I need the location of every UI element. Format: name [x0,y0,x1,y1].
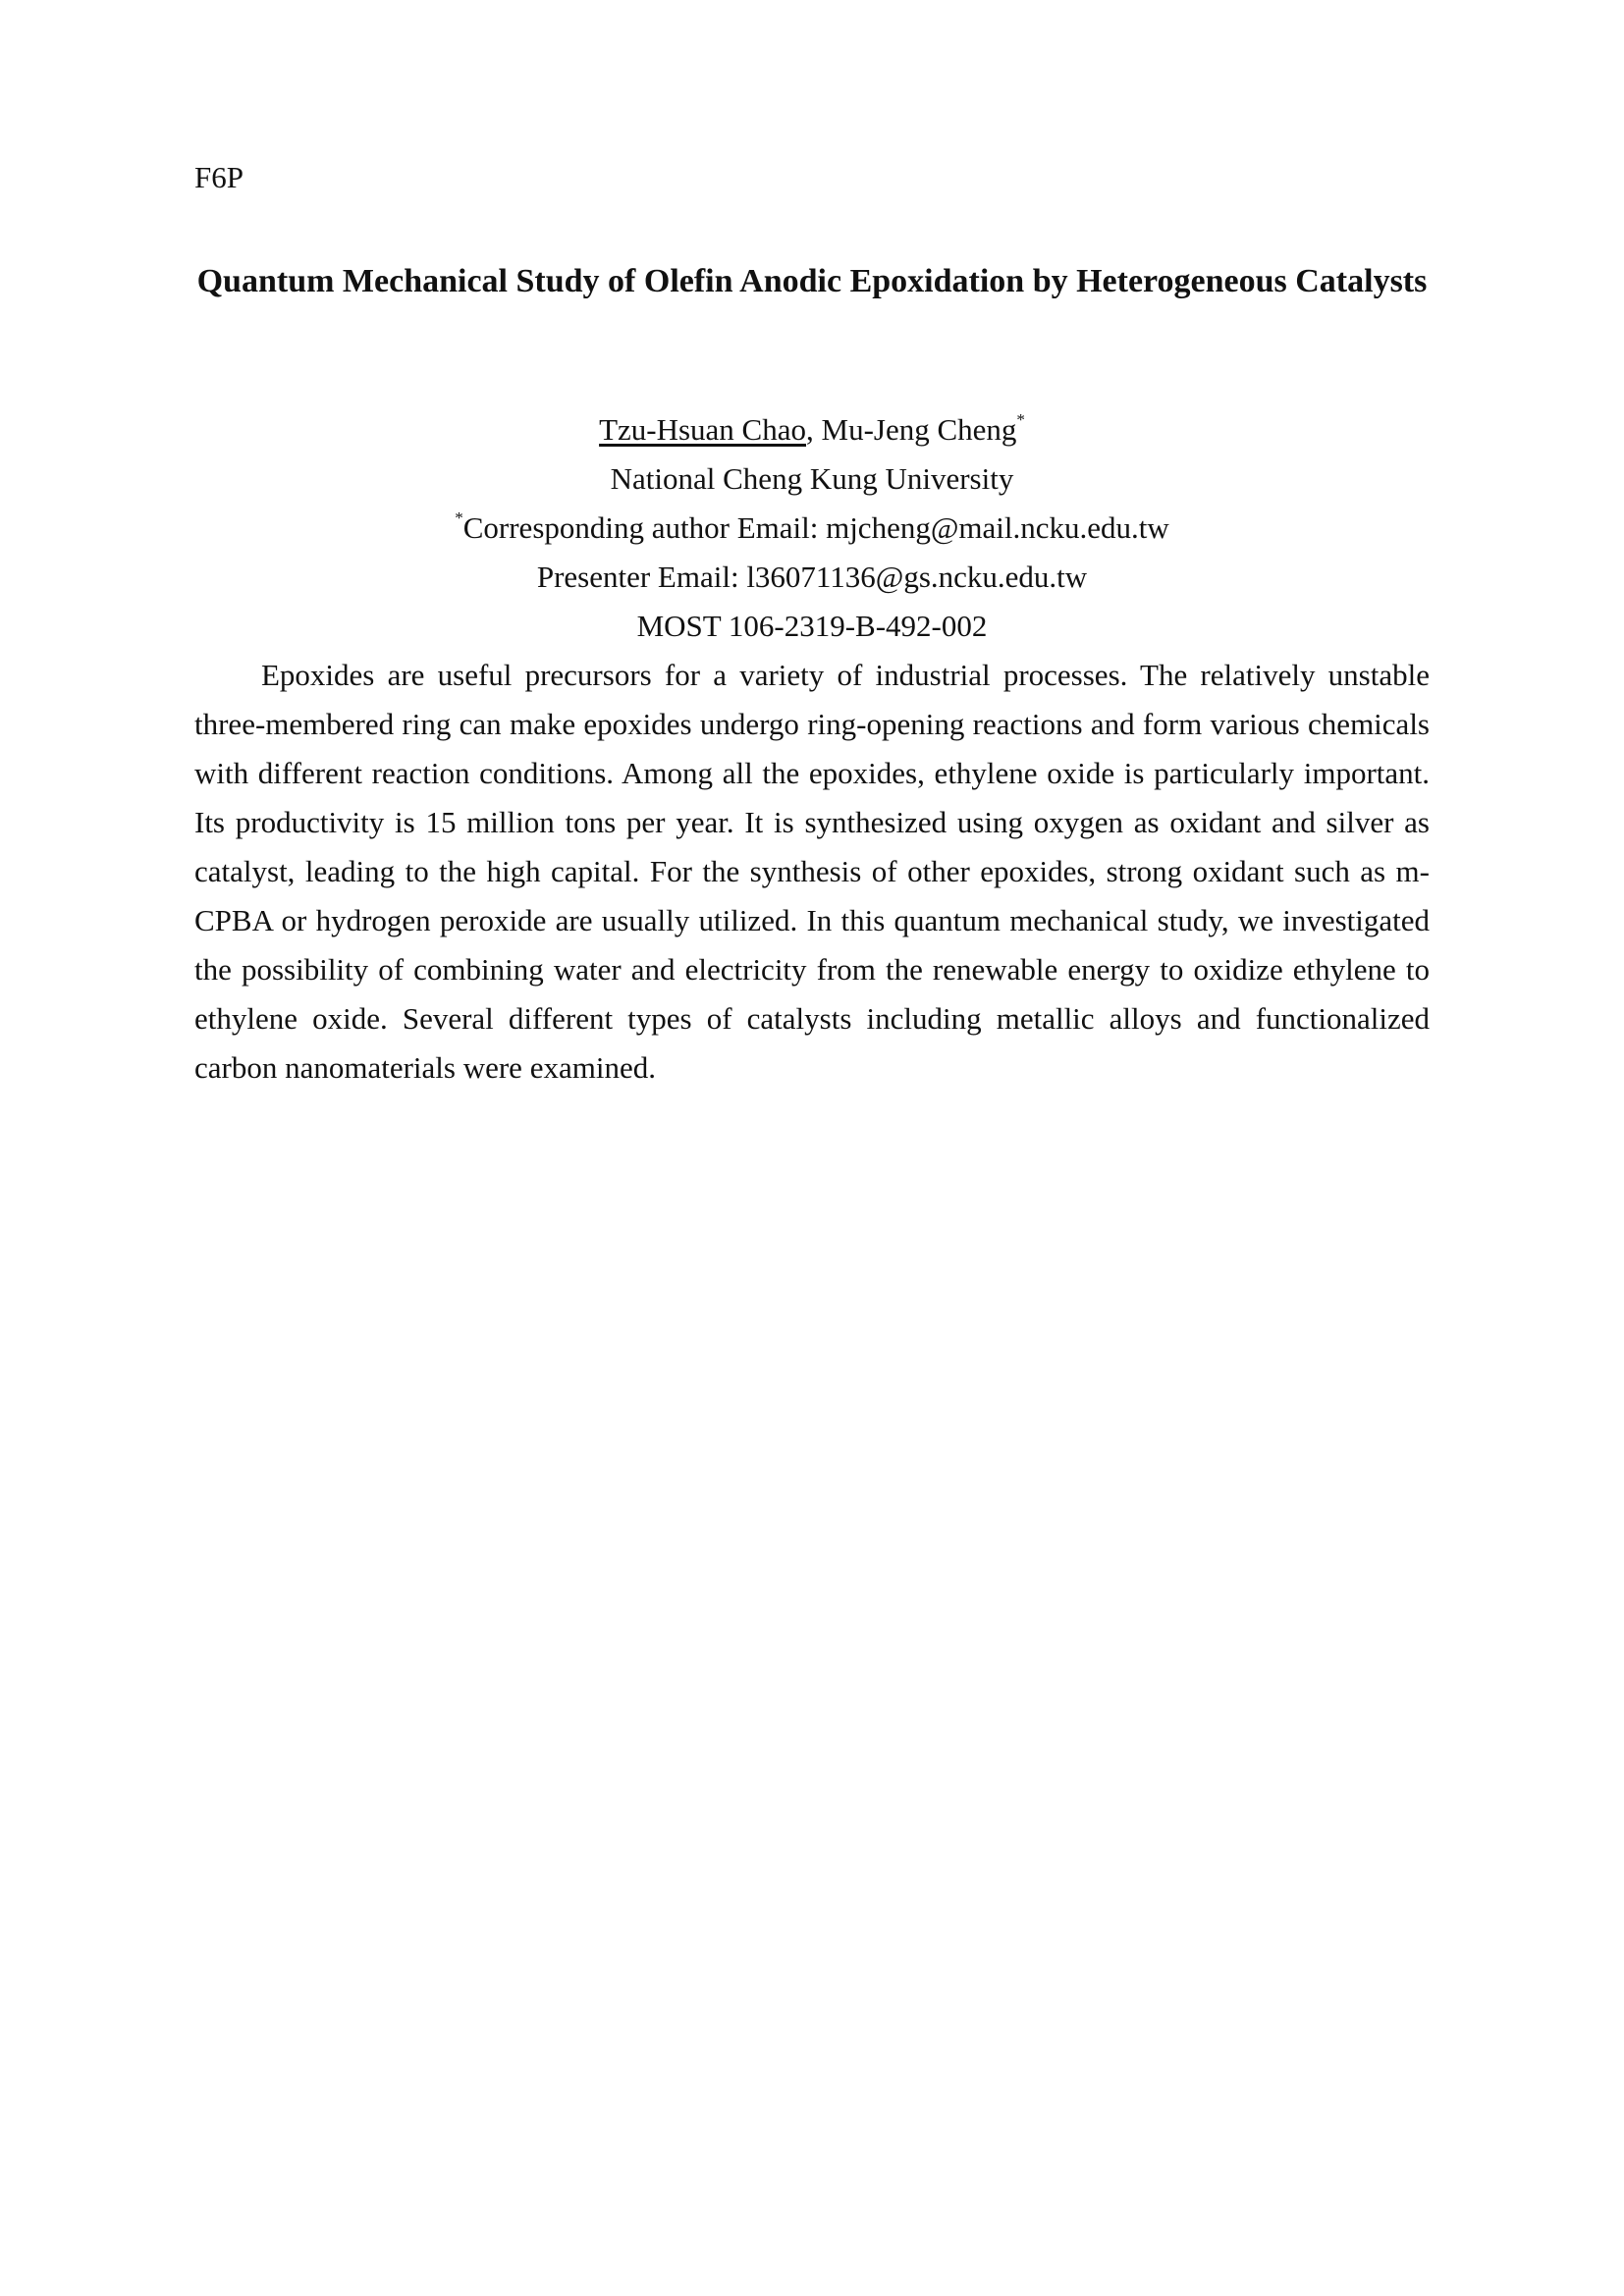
corresponding-email-line [196,504,1428,553]
abstract-paragraph: Epoxides are useful precursors for a variety of industrial processes. The relatively unstable three-membered ring can make epoxides undergo ring-opening reactions and form various chemicals with different reaction conditions. Among all the epoxides, ethylene oxide is particularly important. Its productivity is 15 million tons per year. It is synthesized using oxygen as oxidant and silver as catalyst, leading to the high capital. For the synthesis of other epoxides, strong oxidant such as m-CPBA or hydrogen peroxide are usually utilized. In this quantum mechanical study, we investigated the possibility of combining water and electricity from the renewable energy to oxidize ethylene to ethylene oxide. Several different types of catalysts including metallic alloys and functionalized carbon nanomaterials were examined. [194,658,1430,1085]
corresponding-mark: * [1016,410,1025,429]
paper-title: Quantum Mechanical Study of Olefin Anodic Epoxidation by Heterogeneous Catalysts [196,263,1428,299]
presenter-email: Presenter Email: l36071136@gs.ncku.edu.tw [536,560,1088,594]
presenter-name: Tzu-Hsuan Chao [599,412,806,447]
corresponding-email: Corresponding author Email: mjcheng@mail.ncku.edu.tw [462,510,1169,545]
author-block [196,405,1428,651]
session-code: F6P [194,160,244,194]
affiliation: National Cheng Kung University [610,461,1014,496]
author-separator: , [806,412,822,447]
corresponding-author-name: Mu-Jeng Cheng [821,412,1017,447]
author-line [196,405,1428,454]
grant-number: MOST 106-2319-B-492-002 [636,609,988,643]
corresponding-email-mark: * [455,508,463,527]
